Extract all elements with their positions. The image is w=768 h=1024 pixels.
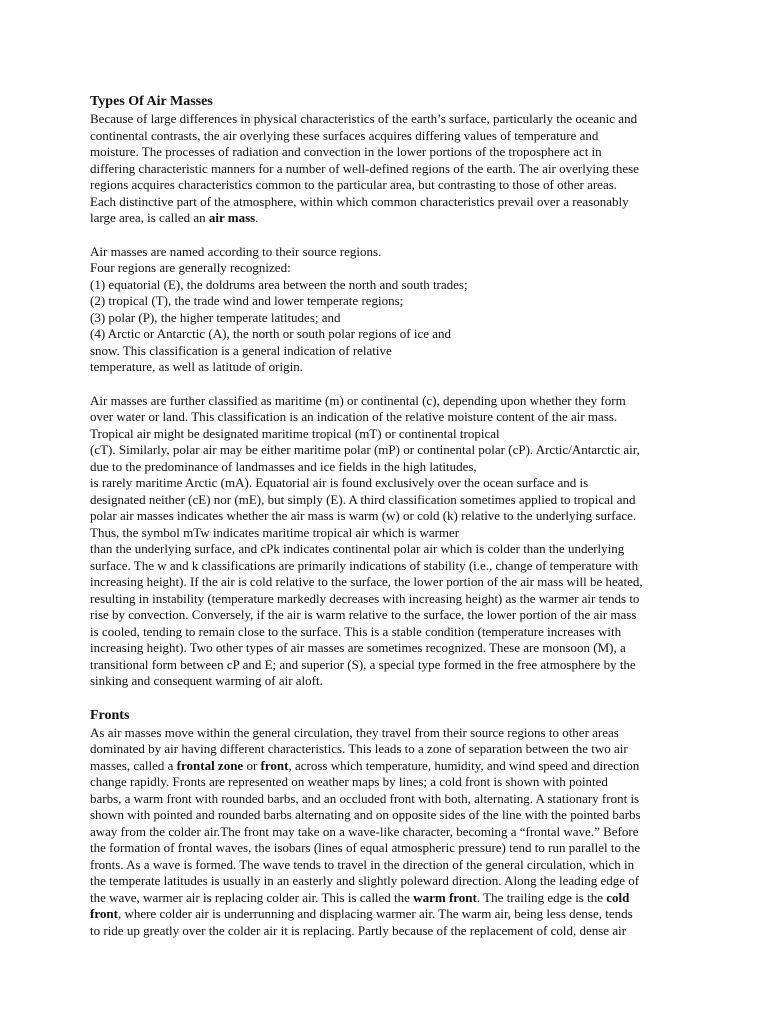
regions-paragraph: Air masses are named according to their source regions. Four regions are generally recognized: (1) equatorial (E), the doldrums area between the north and south trades; (2) tropical (T), the trade wind and lower temperate regions; (3) polar (P), the higher temperate latitudes; and (4) Arctic or Antarctic (A), the north or south polar regions of ice and snow. This classification is a general indication of relative temperature, as well as latitude of origin. <box>90 243 468 374</box>
paragraph-spacer <box>90 227 678 244</box>
text-run: As air masses move within the general circulation, they travel from their source regions to other areas dominated by air having different characteristics. This leads to a zone of separation between the two air masses, called a <box>90 724 628 773</box>
bold-term: cold front <box>90 889 630 921</box>
section-heading-fronts: Fronts <box>90 707 130 723</box>
text-run: or <box>243 757 261 773</box>
text-run: . The trailing edge is the <box>476 889 607 905</box>
bold-term: front <box>260 757 289 773</box>
text-run: Because of large differences in physical characteristics of the earth’s surface, particularly the oceanic and continental contrasts, the air overlying these surfaces acquires differing values of temperature and moisture. The processes of radiation and convection in the lower portions of the troposphere act in differing characteristic manners for a number of well-defined regions of the earth. The air overlying these regions acquires characteristics common to the particular area, but contrasting to those of other areas. Each distinctive part of the atmosphere, within which common characteristics prevail over a reasonably large area, is called an <box>90 111 639 225</box>
paragraph-spacer <box>90 690 678 707</box>
text-run: . <box>255 210 259 225</box>
fronts-paragraph <box>90 725 678 940</box>
paragraph-spacer <box>90 376 678 393</box>
bold-term: warm front <box>413 889 477 905</box>
bold-term: frontal zone <box>176 757 244 773</box>
classification-paragraph: Air masses are further classified as maritime (m) or continental (c), depending upon whether they form over water or land. This classification is an indication of the relative moisture content of the air mass. Tropical air might be designated maritime tropical (mT) or continental tropical (cT). Similarly, polar air may be either maritime polar (mP) or continental polar (cP). Arctic/Antarctic air, due to the predominance of landmasses and ice fields in the high latitudes, is rarely maritime Arctic (mA). Equatorial air is found exclusively over the ocean surface and is designated neither (cE) nor (mE), but simply (E). A third classification sometimes applied to tropical and polar air masses indicates whether the air mass is warm (w) or cold (k) relative to the underlying surface. Thus, the symbol mTw indicates maritime tropical air which is warmer than the underlying surface, and cPk indicates continental polar air which is colder than the underlying surface. The w and k classifications are primarily indications of stability (i.e., change of temperature with increasing height). If the air is cold relative to the surface, the lower portion of the air mass will be heated, resulting in instability (temperature markedly decreases with increasing height) as the warmer air tends to rise by convection. Conversely, if the air is warm relative to the surface, the lower portion of the air mass is cooled, tending to remain close to the surface. This is a stable condition (temperature increases with increasing height). Two other types of air masses are sometimes recognized. These are monsoon (M), a transitional form between cP and E; and superior (S), a special type formed in the free atmosphere by the sinking and consequent warming of air aloft. <box>90 392 643 688</box>
text-run: , across which temperature, humidity, and wind speed and direction change rapidly. Fronts are represented on weather maps by lines; a cold front is shown with pointed barbs, a warm front with rounded barbs, and an occluded front with both, alternating. A stationary front is shown with pointed and rounded barbs alternating and on opposite sides of the line with the pointed barbs away from the colder air.The front may take on a wave-like character, becoming a “frontal wave.” Before the formation of frontal waves, the isobars (lines of equal atmospheric pressure) tend to run parallel to the fronts. As a wave is formed. The wave tends to travel in the direction of the general circulation, which in the temperate latitudes is usually in an easterly and slightly poleward direction. Along the leading edge of the wave, warmer air is replacing colder air. This is called the <box>90 757 641 905</box>
bold-term: air mass <box>208 210 256 225</box>
document-page <box>90 93 678 939</box>
section-heading-air-masses: Types Of Air Masses <box>90 94 213 109</box>
intro-paragraph <box>90 111 678 227</box>
text-run: , where colder air is underrunning and displacing warmer air. The warm air, being less dense, tends to ride up greatly over the colder air it is replacing. Partly because of the replacement of cold, dense air <box>90 906 633 938</box>
